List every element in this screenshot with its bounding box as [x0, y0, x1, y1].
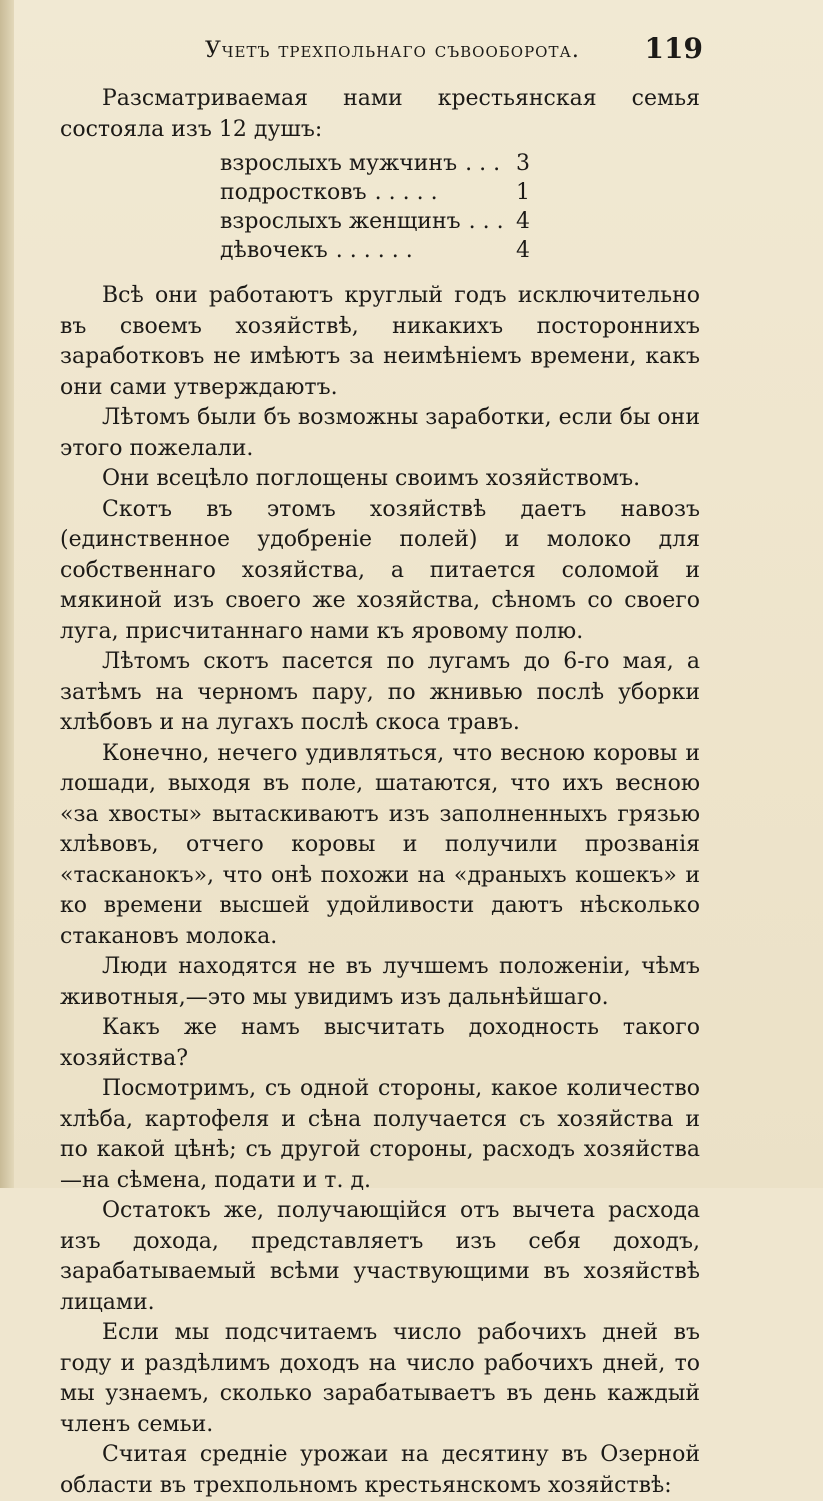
family-count: 4	[516, 238, 530, 263]
family-count: 1	[516, 180, 530, 205]
paragraph: Люди находятся не въ лучшемъ положеніи, чѣмъ животныя,—это мы увидимъ изъ дальнѣйшаго.	[60, 954, 700, 1010]
intro-paragraph: Разсматриваемая нами крестьянская семья состояла изъ 12 душъ:	[60, 86, 700, 142]
family-label: подростковъ	[220, 180, 367, 205]
list-item	[220, 149, 530, 178]
family-label: дѣвочекъ	[220, 238, 328, 263]
paragraph: Какъ же намъ высчитать доходность такого хозяйства?	[60, 1015, 700, 1071]
list-item	[220, 207, 530, 236]
paragraph: Всѣ они работаютъ круглый годъ исключительно въ своемъ хозяйствѣ, никакихъ постороннихъ заработковъ не имѣютъ за неимѣніемъ времени, какъ они сами утверждаютъ.	[60, 283, 700, 400]
family-list	[220, 149, 530, 265]
paragraph: Лѣтомъ скотъ пасется по лугамъ до 6-го мая, а затѣмъ на черномъ пару, по жнивью послѣ уборки хлѣбовъ и на лугахъ послѣ скоса травъ.	[60, 649, 700, 735]
leader-dots: . . .	[465, 151, 501, 176]
paragraph: Если мы подсчитаемъ число рабочихъ дней въ году и раздѣлимъ доходъ на число рабочихъ дней, то мы узнаемъ, сколько зарабатываетъ въ день каждый членъ семьи.	[60, 1320, 700, 1437]
paragraph: Остатокъ же, получающійся отъ вычета расхода изъ дохода, представляетъ изъ себя доходъ, зарабатываемый всѣми участвующими въ хозяйствѣ лицами.	[60, 1198, 700, 1315]
running-title: Учетъ трехпольнаго съвооборота.	[205, 38, 580, 63]
paragraph: Они всецѣло поглощены своимъ хозяйствомъ.	[102, 466, 641, 491]
page-edge	[0, 0, 14, 1188]
leader-dots: . . . . .	[374, 180, 438, 205]
paragraph: Лѣтомъ были бъ возможны заработки, если бы они этого пожелали.	[60, 405, 700, 461]
family-label: взрослыхъ женщинъ	[220, 209, 461, 234]
family-count: 4	[516, 209, 530, 234]
paragraph: Конечно, нечего удивляться, что весною коровы и лошади, выходя въ поле, шатаются, что ихъ весною «за хвосты» вытаскиваютъ изъ заполненныхъ грязью хлѣвовъ, отчего коровы и получили прозванія «тасканокъ», что онѣ похожи на «драныхъ кошекъ» и ко времени высшей удойливости даютъ нѣсколько стакановъ молока.	[60, 740, 700, 949]
list-item	[220, 236, 530, 265]
page-number: 119	[644, 32, 703, 65]
page-body	[60, 84, 700, 1501]
paragraph: Посмотримъ, съ одной стороны, какое количество хлѣба, картофеля и сѣна получается съ хозяйства и по какой цѣнѣ; съ другой стороны, расходъ хозяйства—на сѣмена, подати и т. д.	[60, 1076, 700, 1193]
paragraph: Скотъ въ этомъ хозяйствѣ даетъ навозъ (единственное удобреніе полей) и молоко для собственнаго хозяйства, а питается соломой и мякиной изъ своего же хозяйства, сѣномъ со своего луга, присчитаннаго нами къ яровому полю.	[60, 496, 700, 644]
leader-dots: . . .	[468, 209, 504, 234]
list-item	[220, 178, 530, 207]
family-count: 3	[516, 151, 530, 176]
paragraph: Считая средніе урожаи на десятину въ Озерной области въ трехпольномъ крестьянскомъ хозяйствѣ:	[60, 1442, 700, 1498]
family-label: взрослыхъ мужчинъ	[220, 151, 458, 176]
leader-dots: . . . . . .	[335, 238, 413, 263]
